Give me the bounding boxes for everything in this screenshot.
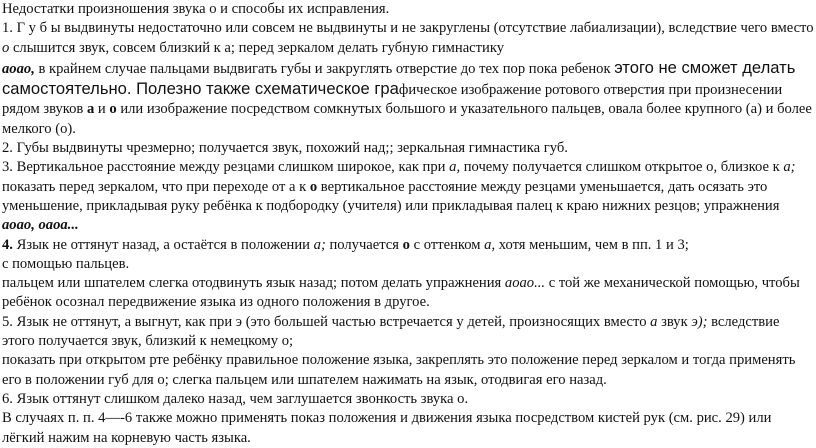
para4-tail: хотя меньшим, чем в пп. 1 и 3; xyxy=(495,236,689,253)
document-title xyxy=(2,0,814,19)
para4-line3a: пальцем или шпателем слегка отодвинуть язык назад; потом делать упражнения xyxy=(2,275,505,292)
para3-o: о xyxy=(309,178,318,195)
paragraph-6 xyxy=(2,390,814,409)
para5-tail: вследствие этого получается звук, близкий к немецкому о; xyxy=(2,313,780,350)
para4-num: 4. xyxy=(2,236,13,253)
paragraph-5 xyxy=(2,313,814,390)
paragraph-4 xyxy=(2,236,814,313)
para1-o: о xyxy=(2,39,10,56)
para1-tail: слышится звук, совсем близкий к а; перед зеркалом делать губную гимнастику xyxy=(9,39,505,56)
para7-text: В случаях п. п. 4—-6 также можно применять показ положения и движения языка посредством кистей рук (см. рис. 29) или лёгкий нажим на корневую часть языка. xyxy=(2,410,772,446)
para5-lead: 5. Язык не оттянут, а выгнут, как при э (это большей частью встречается у детей, произносящих вместо xyxy=(2,313,651,330)
paragraph-1 xyxy=(2,19,814,139)
para3-lead: 3. Вертикальное расстояние между резцами слишком широкое, как при xyxy=(2,159,450,176)
para1-cont2: этого не сможет делать самостоятельно. Полезно также схематическое гра xyxy=(2,57,796,99)
para1-a: а xyxy=(86,101,95,118)
para3-a2: а; xyxy=(783,159,796,176)
para4-a2: а, xyxy=(484,236,496,253)
para4-exercise: аоао... xyxy=(504,275,546,292)
para3-exercise: аоао, оаоа... xyxy=(2,217,79,234)
para5-mid: звук xyxy=(657,313,692,330)
para4-line2: с помощью пальцев. xyxy=(2,255,130,272)
para5-e: э); xyxy=(691,313,708,330)
para3-mid: почему получается слишком открытое о, близкое к xyxy=(460,159,784,176)
para3-line2b: вертикальное расстояние между резцами уменьшается, дать осязать это уменьшение, прикладывая руку ребёнка к подбородку (учителя) или прикладывая палец к краю нижних резцов; упражнения xyxy=(2,178,780,214)
para1-cont3: фическое изображение ротового отверстия при произнесении рядом звуков xyxy=(2,82,783,118)
para1-cont4: или изображение посредством сомкнутых большого и указательного пальцев, овала более крупного (а) и более мелкого (о). xyxy=(2,101,812,137)
paragraph-7 xyxy=(2,409,814,448)
para5-line2: показать при открытом рте ребёнку правильное положение языка, закреплять это положение перед зеркалом и тогда применять его в положении губ для о; слегка пальцем или шпателем нажимать на язык, отодвигая его назад. xyxy=(2,352,796,388)
para1-lead: 1. Г у б ы выдвинуты недостаточно или совсем не выдвинуты и не закруглены (отсутствие лабиализации), вследствие чего вместо xyxy=(2,20,814,37)
paragraph-3 xyxy=(2,158,814,235)
para1-and: и xyxy=(94,101,110,118)
para3-a: а, xyxy=(449,159,461,176)
paragraph-2 xyxy=(2,139,814,158)
para2-text: 2. Губы выдвинуты чрезмерно; получается звук, похожий над;; зеркальная гимнастика губ. xyxy=(2,140,568,157)
para4-mid2: с оттенком xyxy=(409,236,485,253)
para6-text: 6. Язык оттянут слишком далеко назад, чем заглушается звонкость звука о. xyxy=(2,390,469,407)
para4-mid: получается xyxy=(325,236,403,253)
para1-cont1: в крайнем случае пальцами выдвигать губы и закруглять отверстие до тех пор пока ребенок xyxy=(34,60,615,77)
para4-o: о xyxy=(402,236,410,253)
para3-line2a: показать перед зеркалом, что при переходе от а к xyxy=(2,178,310,195)
para5-a: а xyxy=(650,313,658,330)
para4-line3b: с той же механической помощью, чтобы ребёнок осознал передвижение языка из одного положения в другое. xyxy=(2,275,800,311)
para4-lead: Язык не оттянут назад, а остаётся в положении xyxy=(12,236,314,253)
para1-exercise: аоао, xyxy=(2,60,35,77)
title-text: Недостатки произношения звука о и способы их исправления. xyxy=(2,1,390,17)
para4-a: а; xyxy=(313,236,326,253)
para1-o-bold: о xyxy=(109,101,117,118)
